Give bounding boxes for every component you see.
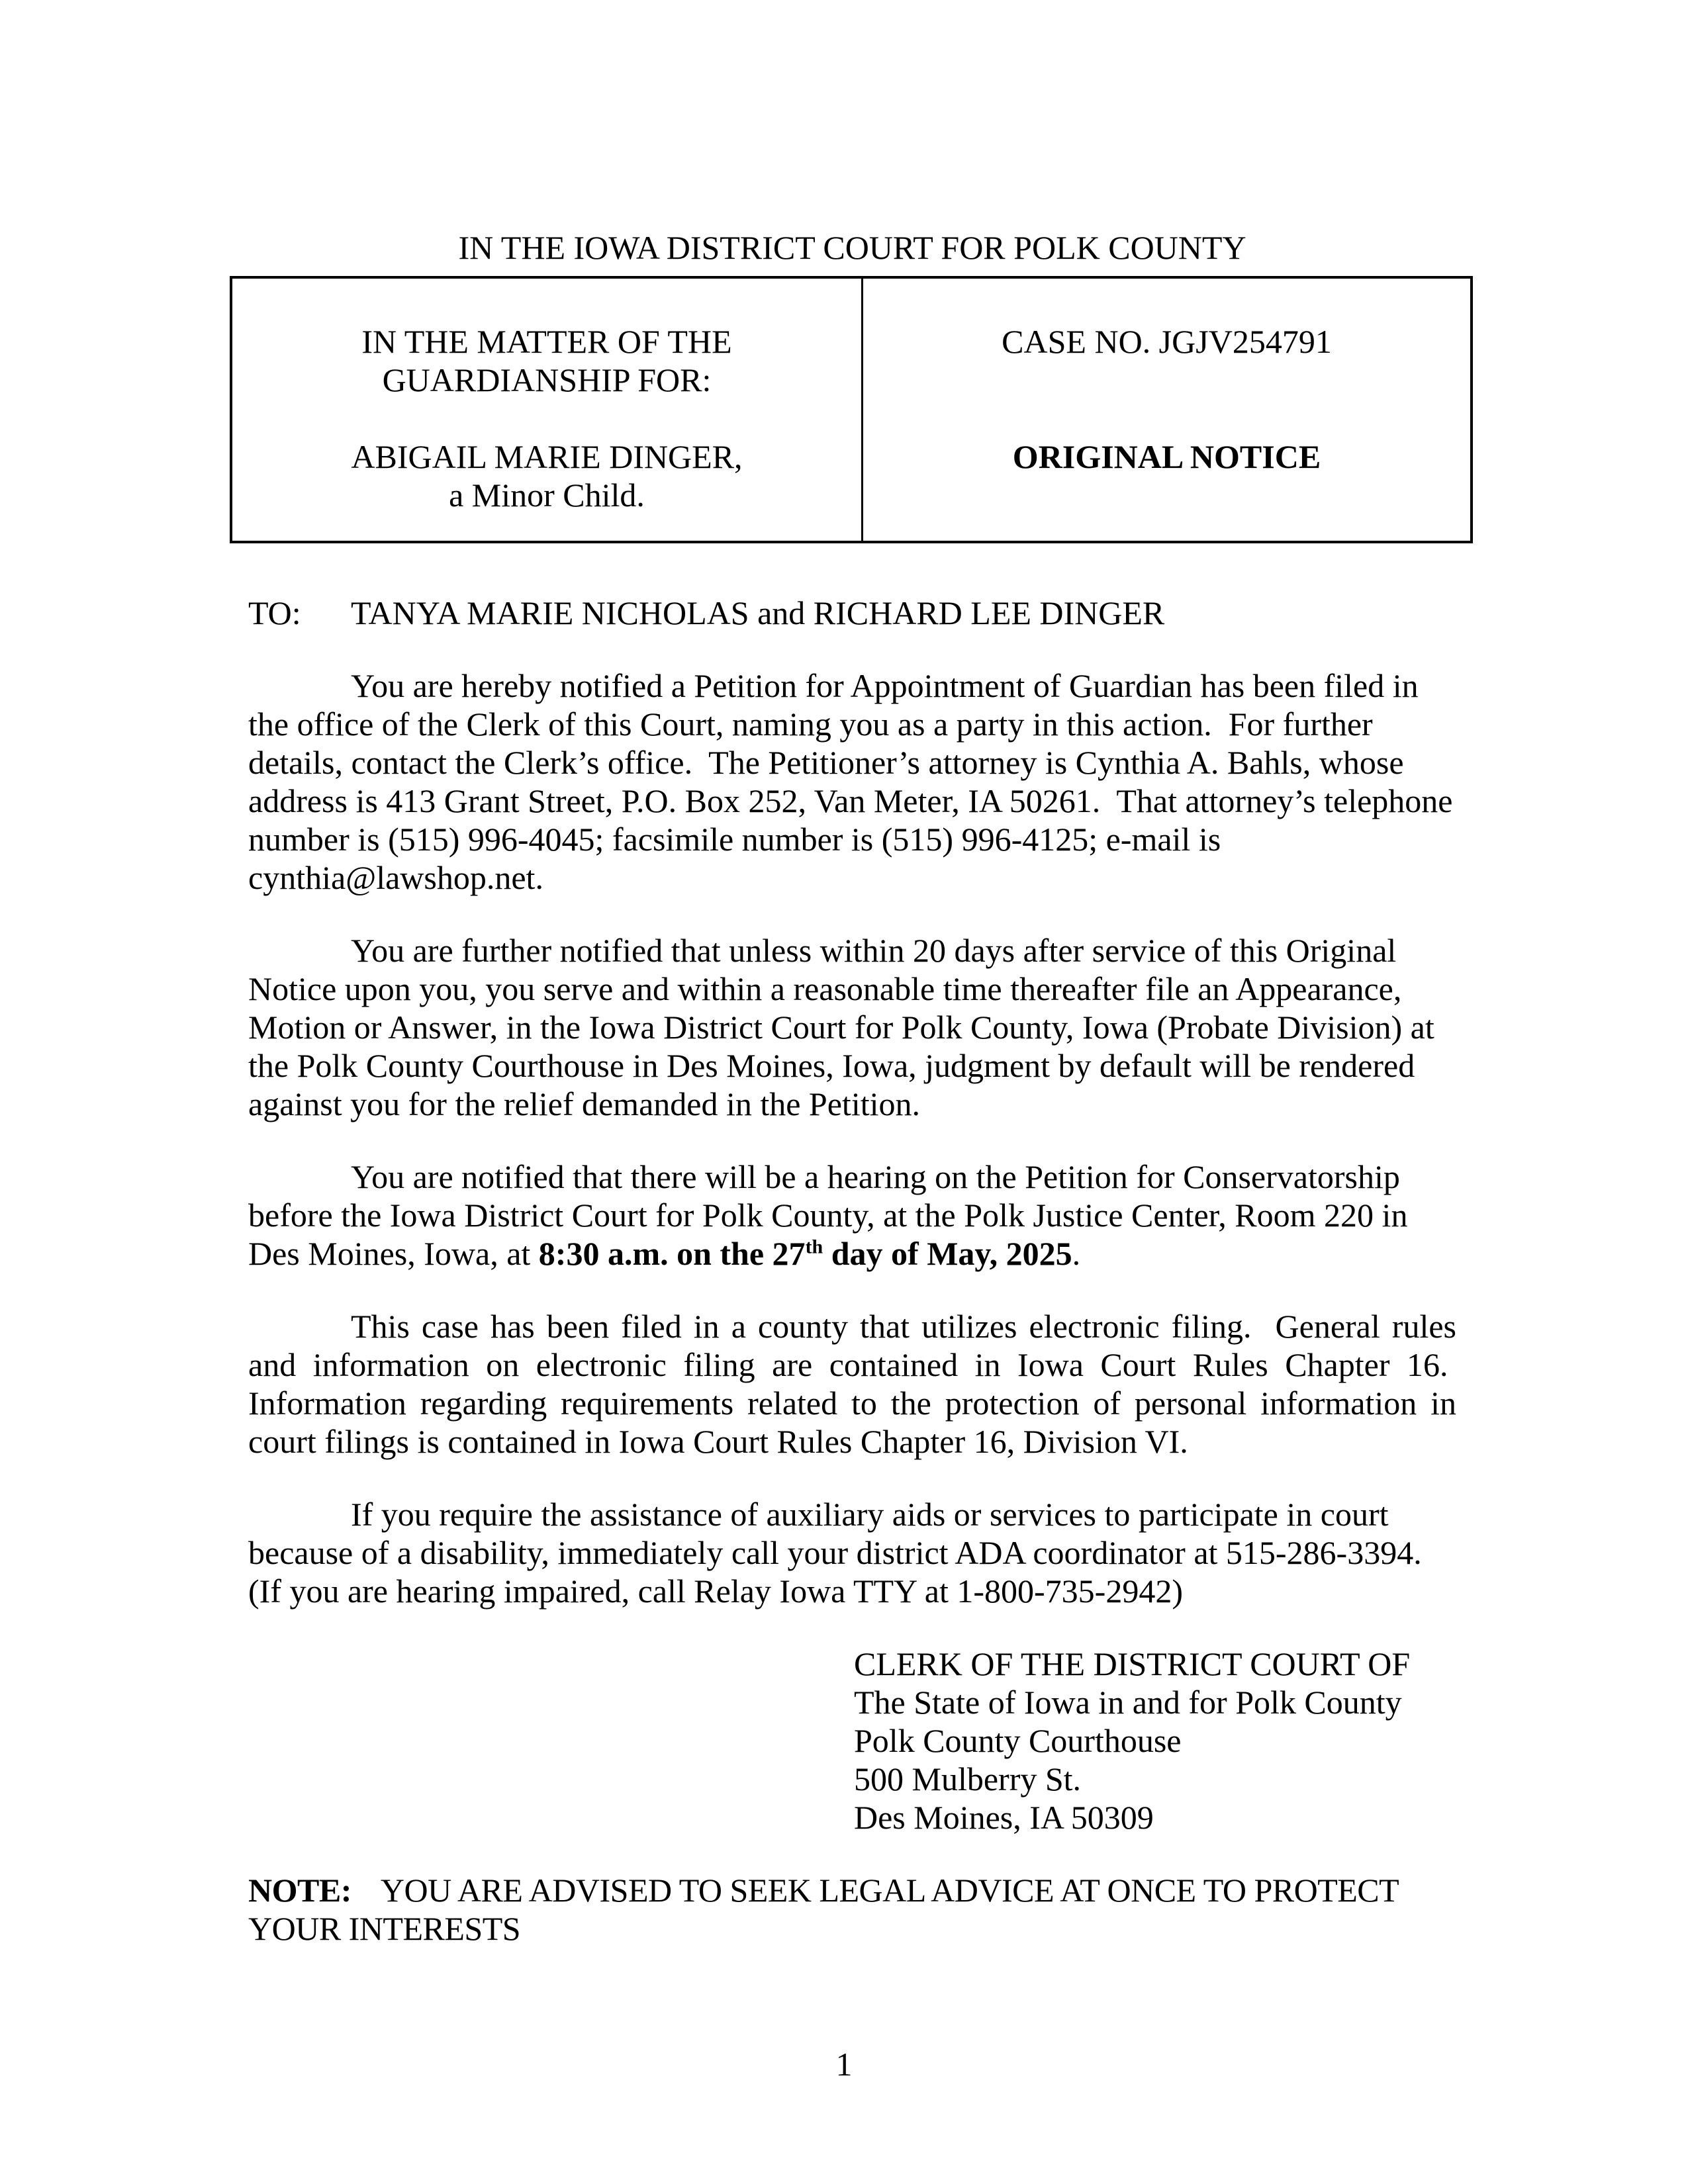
- matter-line-1: IN THE MATTER OF THE: [361, 323, 732, 360]
- court-header-title: IN THE IOWA DISTRICT COURT FOR POLK COUNTY: [458, 229, 1246, 266]
- document-title: ORIGINAL NOTICE: [1012, 438, 1321, 475]
- clerk-line: Des Moines, IA 50309: [854, 1799, 1154, 1836]
- paragraph-hearing-notice: [248, 1158, 1456, 1273]
- ward-descriptor: a Minor Child.: [449, 477, 645, 514]
- clerk-address-block: [854, 1645, 1456, 1837]
- caption-spacer: [242, 399, 851, 437]
- hearing-time-day: 8:30 a.m. on the 27: [538, 1235, 806, 1272]
- caption-spacer: [873, 399, 1460, 437]
- matter-line-2: GUARDIANSHIP FOR:: [382, 361, 712, 398]
- page-number: 1: [835, 2046, 853, 2083]
- note-label: NOTE:: [248, 1872, 352, 1909]
- paragraph-efiling-info: This case has been filed in a county that utilizes electronic filing. General rules and information on electronic filing are contained in Iowa Court Rules Chapter 16. Information regarding requirements related to the protection of personal information in court filings is contained in Iowa Court Rules Chapter 16, Division VI.: [248, 1308, 1456, 1460]
- clerk-line: CLERK OF THE DISTRICT COURT OF: [854, 1645, 1411, 1682]
- caption-box: [230, 276, 1473, 543]
- hearing-period: .: [1072, 1235, 1081, 1272]
- caption-left-cell: [232, 279, 863, 541]
- note-text: YOU ARE ADVISED TO SEEK LEGAL ADVICE AT ONCE TO PROTECT YOUR INTERESTS: [248, 1872, 1399, 1947]
- clerk-line: Polk County Courthouse: [854, 1722, 1182, 1759]
- paragraph-ada-assistance: If you require the assistance of auxiliary aids or services to participate in court because of a disability, immediately call your district ADA coordinator at 515-286-3394. (If you are hearing impaired, call Relay Iowa TTY at 1-800-735-2942): [248, 1496, 1430, 1610]
- case-number: CASE NO. JGJV254791: [1002, 323, 1332, 360]
- clerk-line: The State of Iowa in and for Polk County: [854, 1684, 1402, 1721]
- hearing-prefix: You are notified that there will be a hearing on the Petition for Conservatorship before the Iowa District Court for Polk County, at the Polk Justice Center, Room 220 in Des Moines, Iowa, at: [248, 1158, 1408, 1272]
- ward-name: ABIGAIL MARIE DINGER,: [351, 438, 743, 475]
- paragraph-default-warning: You are further notified that unless within 20 days after service of this Original Notice upon you, you serve and within a reasonable time thereafter file an Appearance, Motion or Answer, in the Iowa District Court for Polk County, Iowa (Probate Division) at the Polk County Courthouse in Des Moines, Iowa, judgment by default will be rendered against you for the relief demanded in the Petition.: [248, 932, 1434, 1122]
- to-label: TO:: [248, 594, 301, 631]
- to-line: [248, 594, 1456, 632]
- hearing-month-year: day of May, 2025: [823, 1235, 1072, 1272]
- paragraph-notice-filing: You are hereby notified a Petition for Appointment of Guardian has been filed in the office of the Clerk of this Court, naming you as a party in this action. For further details, contact the Clerk’s office. The Petitioner’s attorney is Cynthia A. Bahls, whose address is 413 Grant Street, P.O. Box 252, Van Meter, IA 50261. That attorney’s telephone number is (515) 996-4045; facsimile number is (515) 996-4125; e-mail is cynthia@lawshop.net.: [248, 667, 1453, 896]
- note-paragraph: [248, 1871, 1456, 1948]
- hearing-ordinal-suffix: th: [805, 1236, 823, 1258]
- clerk-line: 500 Mulberry St.: [854, 1760, 1082, 1797]
- caption-right-cell: [863, 279, 1470, 541]
- to-names: TANYA MARIE NICHOLAS and RICHARD LEE DINGER: [351, 594, 1165, 631]
- caption-spacer: [873, 361, 1460, 399]
